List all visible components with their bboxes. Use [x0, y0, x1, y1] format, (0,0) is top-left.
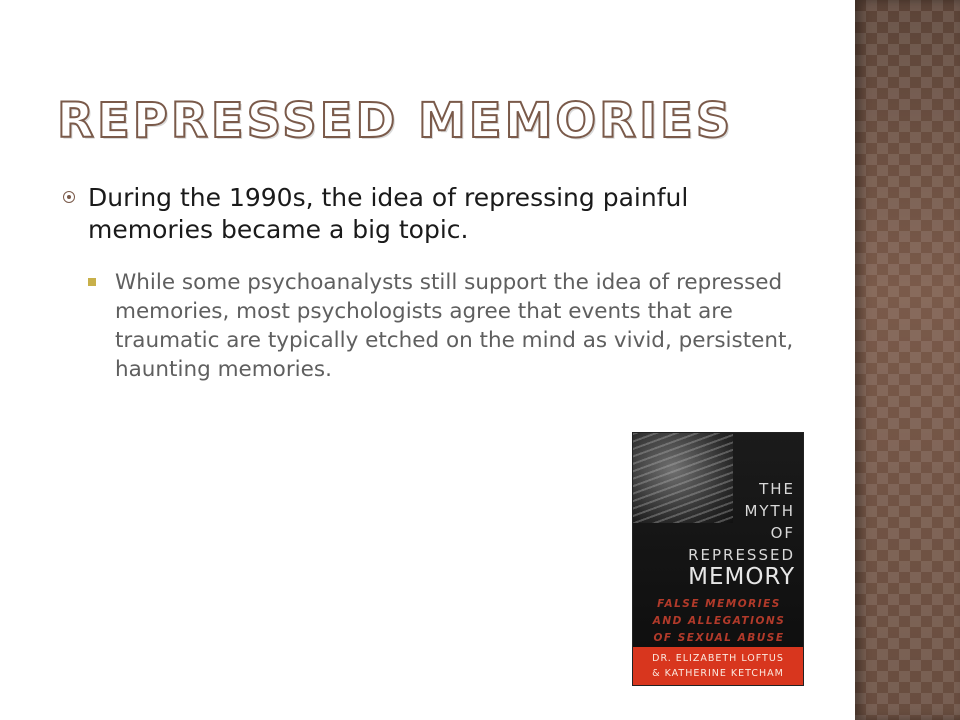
slide-title: REPRESSED MEMORIES	[57, 93, 734, 149]
book-subtitle-line: FALSE MEMORIES	[657, 598, 781, 610]
bullet-item	[63, 182, 803, 246]
book-subtitle	[641, 596, 797, 647]
bullet-circle-icon	[63, 191, 75, 203]
book-title-line: OF	[770, 524, 795, 542]
book-cover-image	[632, 432, 804, 686]
book-title-line: THE	[759, 480, 795, 498]
book-title	[635, 478, 795, 588]
book-subtitle-line: OF SEXUAL ABUSE	[653, 632, 785, 644]
sub-bullet-item	[88, 268, 805, 384]
book-author: DR. ELIZABETH LOFTUS	[652, 653, 784, 664]
bullet-text: During the 1990s, the idea of repressing painful memories became a big topic.	[88, 183, 689, 244]
bullet-list	[63, 182, 803, 384]
book-title-line: MYTH	[744, 502, 795, 520]
bullet-square-icon	[88, 278, 96, 286]
sub-bullet-text: While some psychoanalysts still support the idea of repressed memories, most psychologists agree that events that are traumatic are typically etched on the mind as vivid, persistent, haunting memories.	[115, 270, 794, 382]
book-author: & KATHERINE KETCHAM	[652, 668, 784, 679]
book-author-band	[633, 647, 803, 685]
book-subtitle-line: AND ALLEGATIONS	[652, 615, 786, 627]
book-title-line: REPRESSED	[688, 546, 795, 564]
decorative-side-panel	[855, 0, 960, 720]
book-title-main: MEMORY	[688, 564, 795, 590]
